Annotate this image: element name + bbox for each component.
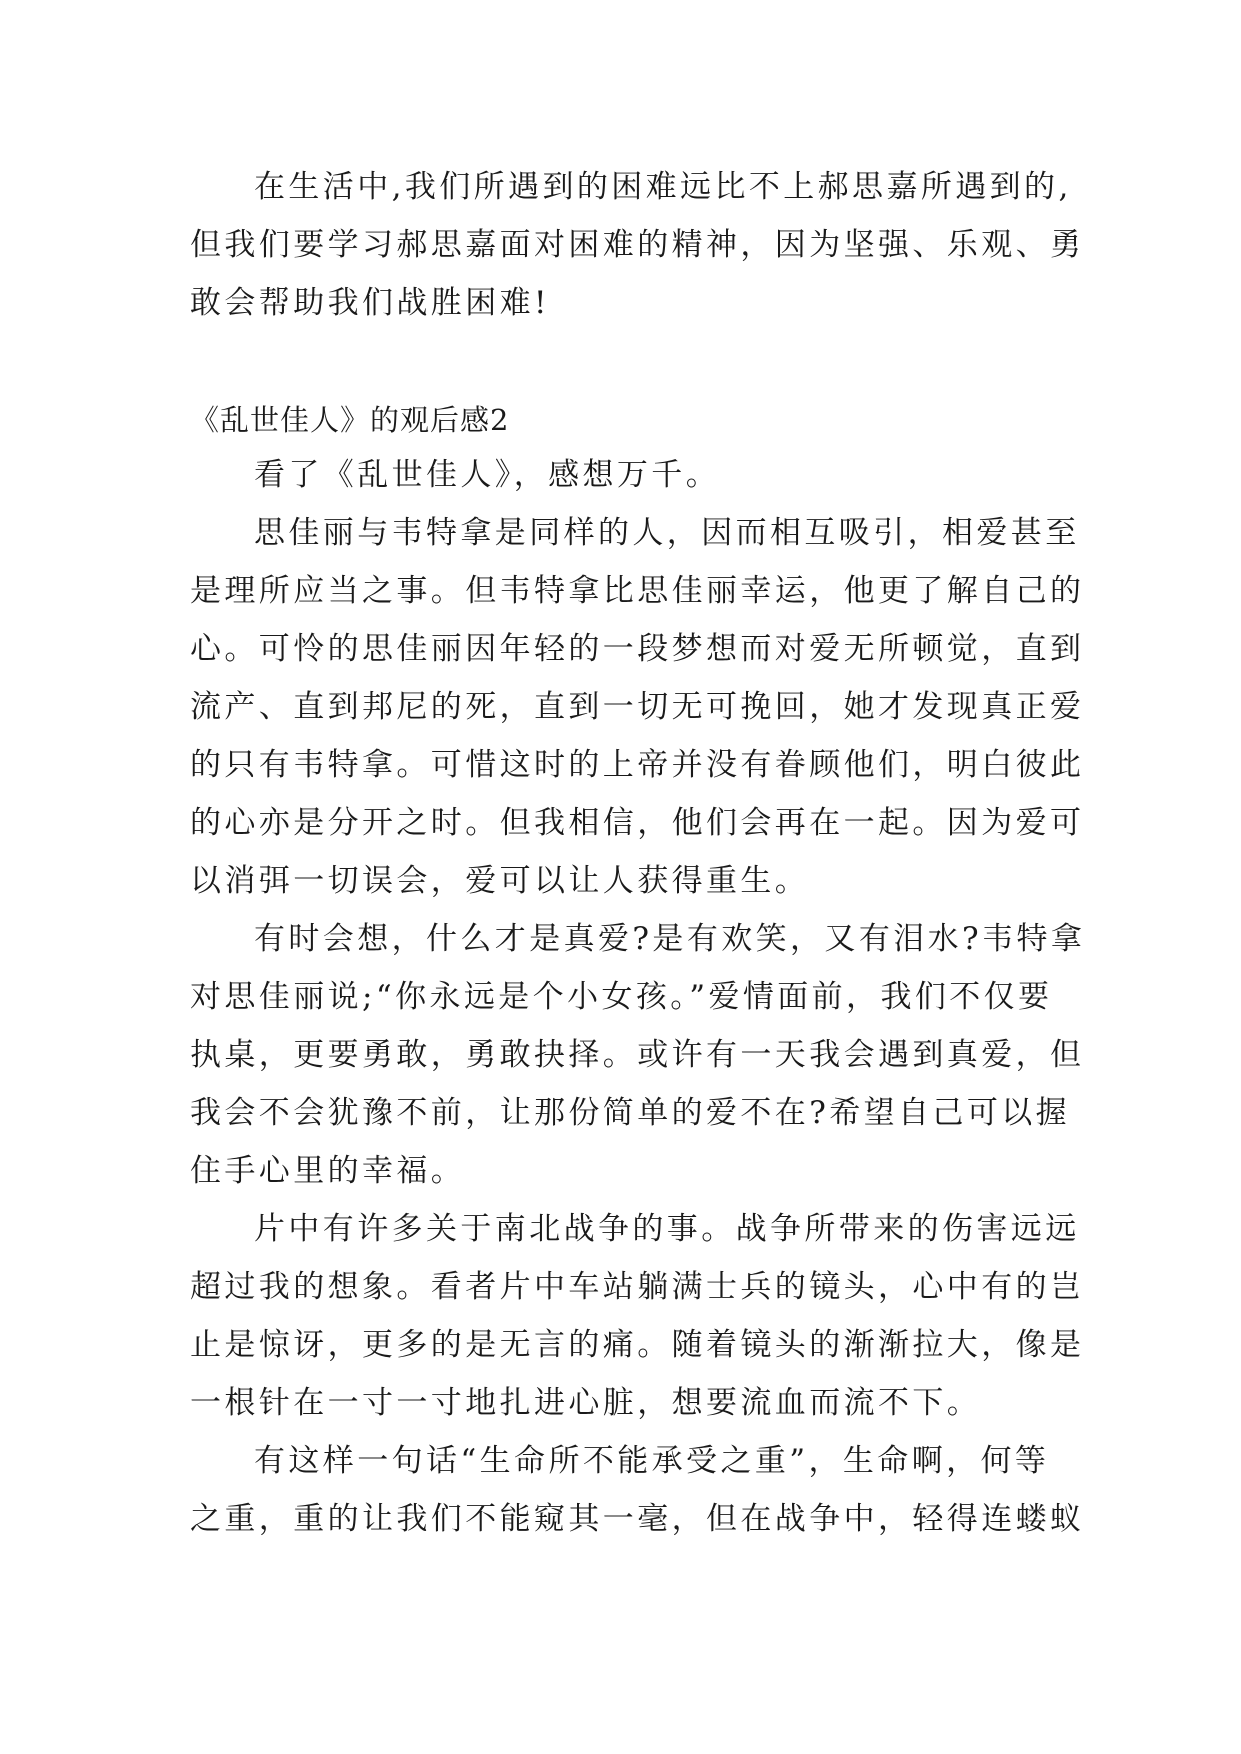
paragraph-line: 的心亦是分开之时。但我相信，他们会再在一起。因为爱可 — [190, 805, 1085, 841]
paragraph-line: 我会不会犹豫不前，让那份简单的爱不在?希望自己可以握 — [190, 1095, 1071, 1131]
paragraph-line: 敢会帮助我们战胜困难! — [190, 285, 550, 321]
paragraph-line: 思佳丽与韦特拿是同样的人，因而相互吸引，相爱甚至 — [254, 515, 1080, 551]
paragraph-line: 有时会想，什么才是真爱?是有欢笑，又有泪水?韦特拿 — [254, 921, 1086, 957]
section-heading: 《乱世佳人》的观后感2 — [190, 403, 510, 437]
paragraph-line: 心。可怜的思佳丽因年轻的一段梦想而对爱无所顿觉，直到 — [190, 631, 1085, 667]
paragraph-line: 在生活中,我们所遇到的困难远比不上郝思嘉所遇到的, — [254, 169, 1072, 205]
paragraph-line: 片中有许多关于南北战争的事。战争所带来的伤害远远 — [254, 1211, 1080, 1247]
paragraph-line: 住手心里的幸福。 — [190, 1153, 466, 1189]
paragraph-line: 但我们要学习郝思嘉面对困难的精神，因为坚强、乐观、勇 — [190, 227, 1085, 263]
paragraph-line: 有这样一句话“生命所不能承受之重”，生命啊，何等 — [254, 1443, 1050, 1479]
paragraph-line: 止是惊讶，更多的是无言的痛。随着镜头的渐渐拉大，像是 — [190, 1327, 1085, 1363]
paragraph-line: 超过我的想象。看者片中车站躺满士兵的镜头，心中有的岂 — [190, 1269, 1085, 1305]
paragraph-line: 之重，重的让我们不能窥其一毫，但在战争中，轻得连蝼蚁 — [190, 1501, 1085, 1537]
paragraph-line: 看了《乱世佳人》，感想万千。 — [254, 457, 721, 493]
paragraph-line: 的只有韦特拿。可惜这时的上帝并没有眷顾他们，明白彼此 — [190, 747, 1085, 783]
paragraph-line: 流产、直到邦尼的死，直到一切无可挽回，她才发现真正爱 — [190, 689, 1085, 725]
paragraph-line: 是理所应当之事。但韦特拿比思佳丽幸运，他更了解自己的 — [190, 573, 1085, 609]
paragraph-line: 一根针在一寸一寸地扎进心脏，想要流血而流不下。 — [190, 1385, 982, 1421]
paragraph-line: 以消弭一切误会，爱可以让人获得重生。 — [190, 863, 810, 899]
paragraph-line: 执桌，更要勇敢，勇敢抉择。或许有一天我会遇到真爱，但 — [190, 1037, 1085, 1073]
paragraph-line: 对思佳丽说;“你永远是个小女孩。”爱情面前，我们不仅要 — [190, 979, 1053, 1015]
